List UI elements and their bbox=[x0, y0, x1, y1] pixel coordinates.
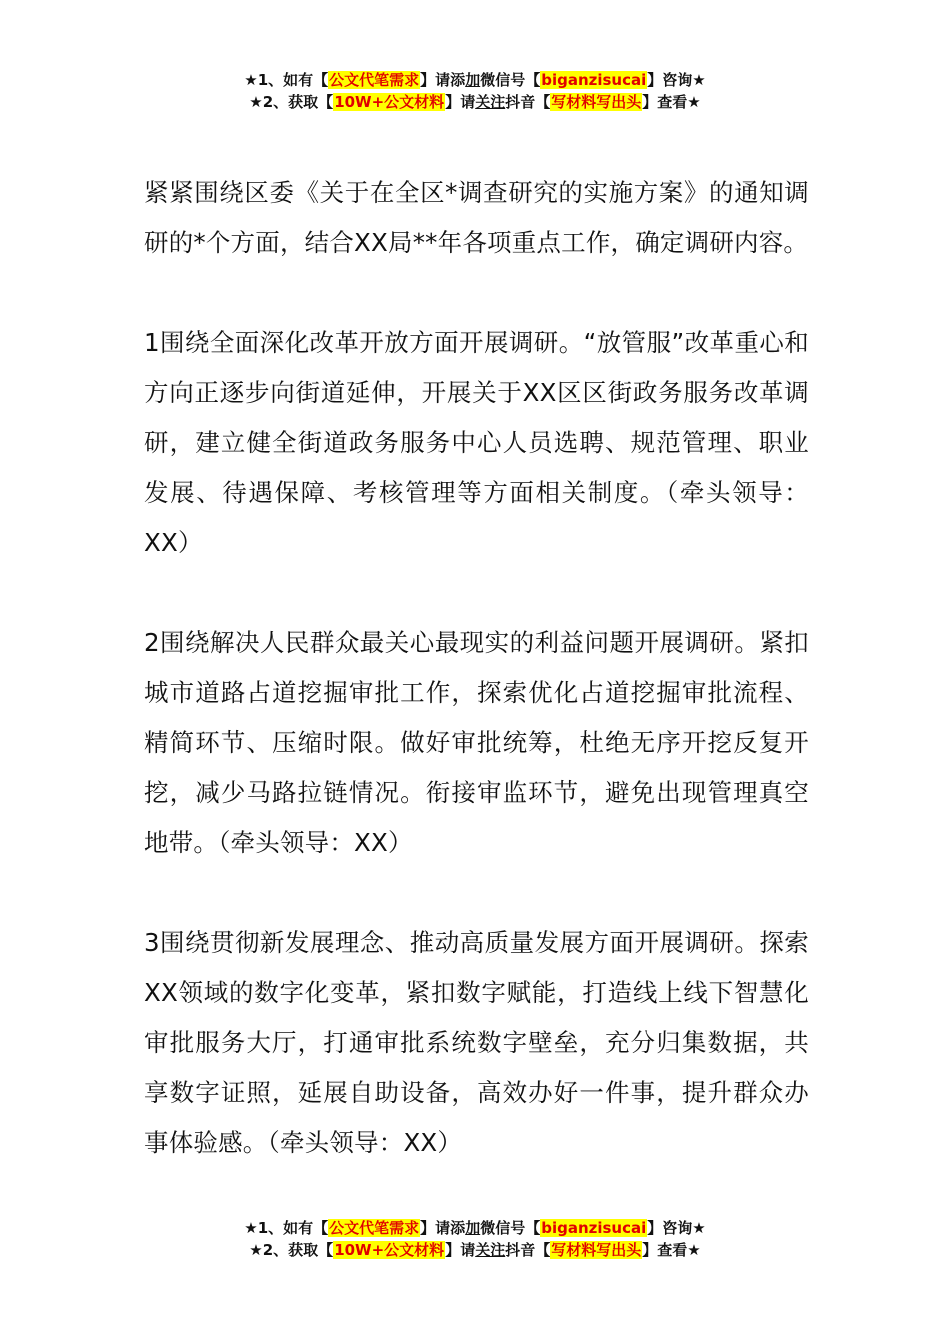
promo-text: ★2、获取【 bbox=[249, 1241, 334, 1259]
promo-underlined: 加 bbox=[465, 71, 481, 89]
promo-underlined: 关注 bbox=[475, 93, 506, 111]
promo-highlight: 公文代笔需求 bbox=[329, 71, 420, 89]
promo-text: 抖音【 bbox=[505, 1241, 551, 1259]
promo-underlined: 加 bbox=[465, 1219, 481, 1237]
promo-banner-top bbox=[0, 69, 950, 113]
promo-highlight-douyin: 写材料写出头 bbox=[551, 93, 642, 111]
paragraph-1-reform: 1围绕全面深化改革开放方面开展调研。“放管服”改革重心和方向正逐步向街道延伸，开展关于XX区区街政务服务改革调研，建立健全街道政务服务中心人员选聘、规范管理、职业发展、待遇保障、考核管理等方面相关制度。（牵头领导：XX） bbox=[144, 328, 809, 557]
promo-text: 】请 bbox=[445, 1241, 476, 1259]
promo-line-1 bbox=[0, 69, 950, 91]
promo-banner-bottom bbox=[0, 1217, 950, 1261]
promo-highlight-douyin: 写材料写出头 bbox=[551, 1241, 642, 1259]
promo-highlight: 10W+公文材料 bbox=[334, 1241, 445, 1259]
promo-line-2 bbox=[0, 1239, 950, 1261]
promo-highlight-wechat-id: biganzisucai bbox=[541, 1219, 647, 1237]
promo-text: 】请 bbox=[445, 93, 476, 111]
promo-text: 】请添 bbox=[420, 71, 466, 89]
promo-highlight: 公文代笔需求 bbox=[329, 1219, 420, 1237]
document-body bbox=[144, 168, 809, 1168]
paragraph-2-public-interest: 2围绕解决人民群众最关心最现实的利益问题开展调研。紧扣城市道路占道挖掘审批工作，探索优化占道挖掘审批流程、精简环节、压缩时限。做好审批统筹，杜绝无序开挖反复开挖，减少马路拉链情况。衔接审监环节，避免出现管理真空地带。（牵头领导：XX） bbox=[144, 628, 809, 857]
promo-text: ★1、如有【 bbox=[244, 71, 329, 89]
promo-text: ★1、如有【 bbox=[244, 1219, 329, 1237]
promo-text: 微信号【 bbox=[480, 71, 541, 89]
promo-underlined: 关注 bbox=[475, 1241, 506, 1259]
promo-highlight-wechat-id: biganzisucai bbox=[541, 71, 647, 89]
promo-text: ★2、获取【 bbox=[249, 93, 334, 111]
promo-line-2 bbox=[0, 91, 950, 113]
promo-text: 】查看★ bbox=[642, 93, 701, 111]
promo-text: 抖音【 bbox=[505, 93, 551, 111]
intro-paragraph: 紧紧围绕区委《关于在全区*调查研究的实施方案》的通知调研的*个方面，结合XX局**年各项重点工作，确定调研内容。 bbox=[144, 178, 809, 257]
promo-text: 】咨询★ bbox=[647, 71, 706, 89]
promo-line-1 bbox=[0, 1217, 950, 1239]
promo-text: 微信号【 bbox=[480, 1219, 541, 1237]
promo-text: 】咨询★ bbox=[647, 1219, 706, 1237]
paragraph-3-high-quality-development: 3围绕贯彻新发展理念、推动高质量发展方面开展调研。探索XX领域的数字化变革，紧扣数字赋能，打造线上线下智慧化审批服务大厅，打通审批系统数字壁垒，充分归集数据，共享数字证照，延展自助设备，高效办好一件事，提升群众办事体验感。（牵头领导：XX） bbox=[144, 928, 809, 1157]
promo-text: 】请添 bbox=[420, 1219, 466, 1237]
promo-highlight: 10W+公文材料 bbox=[334, 93, 445, 111]
promo-text: 】查看★ bbox=[642, 1241, 701, 1259]
